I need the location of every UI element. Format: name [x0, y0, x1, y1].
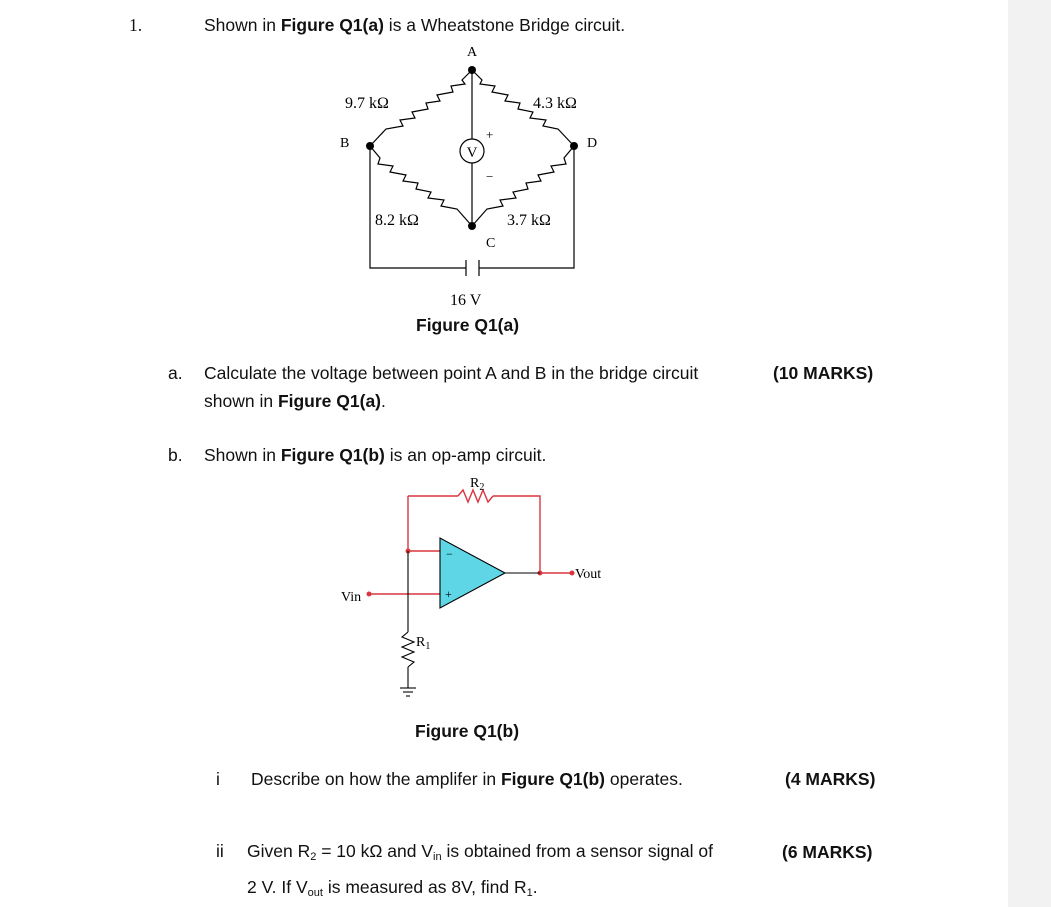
sub-ii-line1: Given $R_2 = 10$ kΩ and $V_{in}$ is obtained from a sensor signal of — [247, 841, 714, 863]
part-b-intro: Shown in Figure Q1(b) is an op-amp circuit. — [204, 445, 547, 465]
node-b-dot — [366, 142, 374, 150]
source-label: 16 V — [450, 292, 482, 309]
vout-label: Vout — [575, 567, 602, 582]
part-a-marks: (10 MARKS) — [773, 363, 874, 383]
sub-ii-label: ii — [216, 841, 224, 861]
op-amp-plus: + — [445, 587, 452, 601]
r2-label: $R_2$ — [470, 476, 485, 493]
op-amp-minus: − — [446, 547, 453, 561]
question-intro: Shown in Figure Q1(a) is a Wheatstone Bridge circuit. — [204, 15, 626, 35]
node-c-dot — [468, 222, 476, 230]
figure-a-caption: Figure Q1(a) — [416, 315, 520, 335]
part-a-line1: Calculate the voltage between point A and B in the bridge circuit — [204, 363, 699, 383]
resistor-dc-label: 3.7 kΩ — [507, 212, 551, 229]
sub-ii-marks: (6 MARKS) — [782, 842, 873, 862]
resistor-bc-label: 8.2 kΩ — [375, 212, 419, 229]
op-amp-diagram — [330, 470, 630, 700]
figure-b-caption: Figure Q1(b) — [415, 721, 520, 741]
r1-zigzag — [402, 632, 414, 667]
sub-i-marks: (4 MARKS) — [785, 769, 876, 789]
sub-i-label: i — [216, 769, 220, 789]
vout-terminal — [570, 571, 575, 576]
wheatstone-bridge-diagram — [330, 40, 630, 312]
voltmeter-label: V — [466, 145, 478, 161]
part-a-label: a. — [168, 363, 183, 383]
resistor-ab-label: 9.7 kΩ — [345, 95, 389, 112]
part-b-label: b. — [168, 445, 183, 465]
node-d-dot — [570, 142, 578, 150]
right-margin-strip — [1008, 0, 1051, 907]
r2-zigzag — [458, 490, 493, 502]
part-a-line2: shown in Figure Q1(a). — [204, 391, 386, 411]
sub-ii-line2: 2 V. If $V_{out}$ is measured as 8V, find $R_1$. — [247, 877, 538, 899]
question-number: 1. — [129, 15, 143, 35]
meter-plus-label: + — [486, 127, 494, 142]
feedback-wire — [408, 496, 440, 551]
sub-i-text: Describe on how the amplifer in Figure Q1(b) operates. — [251, 769, 683, 789]
vin-label: Vin — [341, 590, 362, 605]
node-a-label: A — [466, 45, 478, 60]
node-b-label: B — [340, 136, 350, 151]
node-c-label: C — [486, 236, 496, 251]
resistor-ad-label: 4.3 kΩ — [533, 95, 577, 112]
node-d-label: D — [587, 136, 598, 151]
meter-minus-label: − — [486, 169, 494, 184]
vin-terminal — [367, 592, 372, 597]
node-a-dot — [468, 66, 476, 74]
r1-label: $R_1$ — [416, 635, 431, 652]
